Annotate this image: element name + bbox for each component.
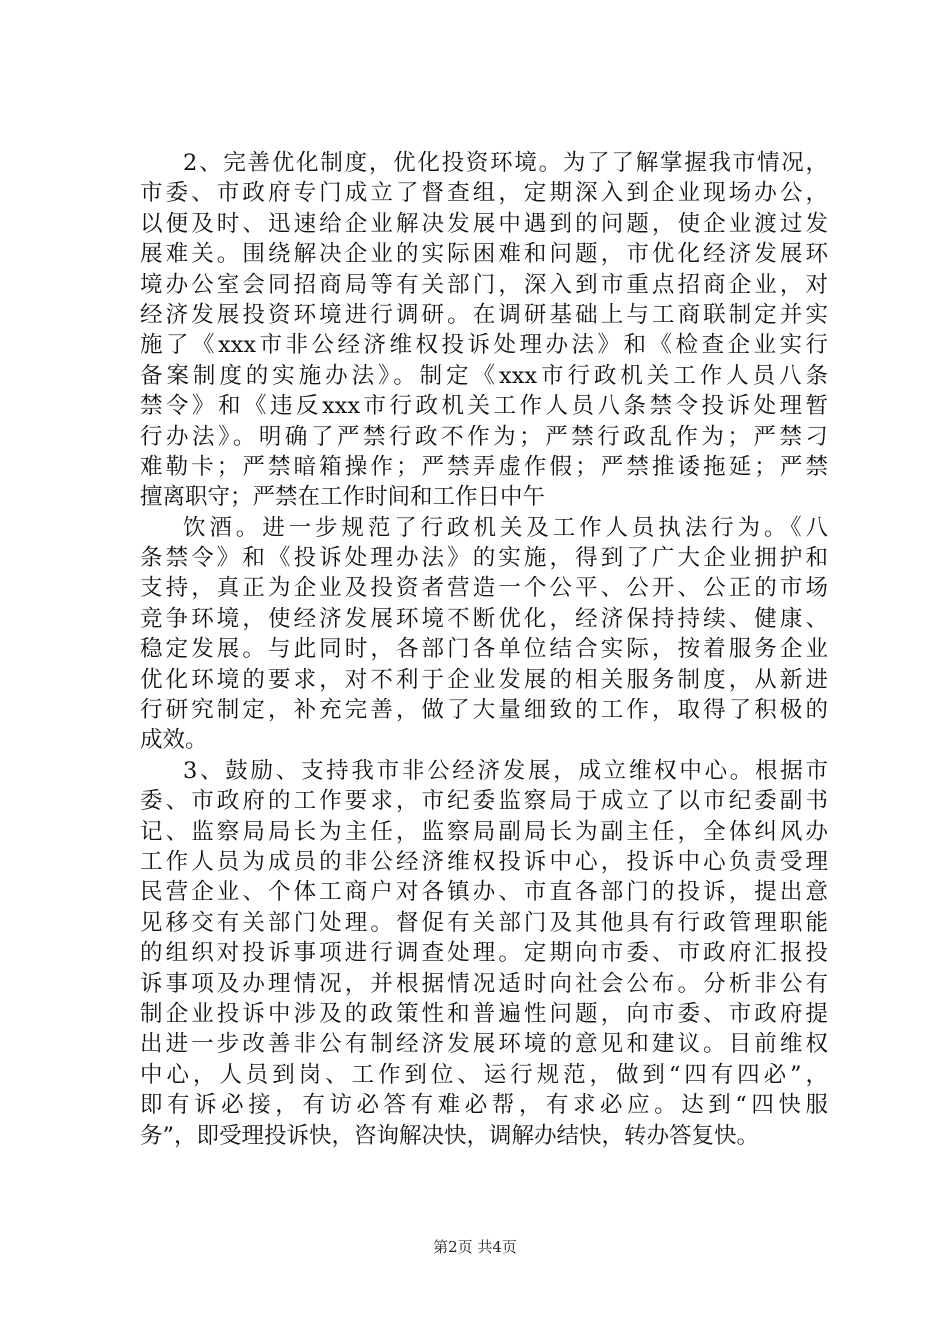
text-line: 民营企业、个体工商户对各镇办、市直各部门的投诉，提出意 xyxy=(140,879,828,906)
text-line: 诉事项及办理情况，并根据情况适时向社会公布。分析非公有 xyxy=(140,970,828,997)
text-line: 优化环境的要求，对不利于企业发展的相关服务制度，从新进 xyxy=(140,666,828,693)
text-line: 委、市政府的工作要求，市纪委监察局于成立了以市纪委副书 xyxy=(140,788,828,815)
text-line: 饮酒。进一步规范了行政机关及工作人员执法行为。《八 xyxy=(183,514,828,541)
text-line: 市委、市政府专门成立了督查组，定期深入到企业现场办公， xyxy=(140,180,828,207)
text-line: 中心，人员到岗、工作到位、运行规范，做到“四有四必”， xyxy=(140,1061,828,1088)
text-line: 见移交有关部门处理。督促有关部门及其他具有行政管理职能 xyxy=(140,909,828,936)
text-line: 擅离职守；严禁在工作时间和工作日中午 xyxy=(140,484,546,511)
text-line: 务”，即受理投诉快，咨询解决快，调解办结快，转办答复快。 xyxy=(140,1122,760,1149)
text-line: 成效。 xyxy=(140,727,208,754)
text-line: 备案制度的实施办法》。制定《xxx市行政机关工作人员八条 xyxy=(140,362,828,389)
text-line: 行办法》。明确了严禁行政不作为；严禁行政乱作为；严禁刁 xyxy=(140,423,828,450)
text-line: 竞争环境，使经济发展环境不断优化，经济保持持续、健康、 xyxy=(140,605,828,632)
text-line: 工作人员为成员的非公经济维权投诉中心，投诉中心负责受理 xyxy=(140,848,828,875)
text-line: 支持，真正为企业及投资者营造一个公平、公开、公正的市场 xyxy=(140,575,828,602)
text-line: 条禁令》和《投诉处理办法》的实施，得到了广大企业拥护和 xyxy=(140,545,828,572)
text-line: 施了《xxx市非公经济维权投诉处理办法》和《检查企业实行 xyxy=(140,332,828,359)
text-line: 以便及时、迅速给企业解决发展中遇到的问题，使企业渡过发 xyxy=(140,210,828,237)
text-line: 出进一步改善非公有制经济发展环境的意见和建议。目前维权 xyxy=(140,1031,828,1058)
text-line: 3、鼓励、支持我市非公经济发展，成立维权中心。根据市 xyxy=(183,757,828,784)
text-line: 境办公室会同招商局等有关部门，深入到市重点招商企业，对 xyxy=(140,271,828,298)
text-line: 制企业投诉中涉及的政策性和普遍性问题，向市委、市政府提 xyxy=(140,1000,828,1027)
text-line: 2、完善优化制度，优化投资环境。为了了解掌握我市情况， xyxy=(183,150,828,176)
text-line: 行研究制定，补充完善，做了大量细致的工作，取得了积极的 xyxy=(140,697,828,724)
text-line: 经济发展投资环境进行调研。在调研基础上与工商联制定并实 xyxy=(140,301,828,328)
text-line: 即有诉必接，有访必答有难必帮，有求必应。达到“四快服 xyxy=(140,1092,828,1119)
text-line: 稳定发展。与此同时，各部门各单位结合实际，按着服务企业 xyxy=(140,636,828,663)
body-text xyxy=(140,148,828,1151)
text-line: 难勒卡；严禁暗箱操作；严禁弄虚作假；严禁推诿拖延；严禁 xyxy=(140,453,828,480)
text-line: 的组织对投诉事项进行调查处理。定期向市委、市政府汇报投 xyxy=(140,940,828,967)
text-line: 禁令》和《违反xxx市行政机关工作人员八条禁令投诉处理暂 xyxy=(140,393,828,420)
text-line: 展难关。围绕解决企业的实际困难和问题，市优化经济发展环 xyxy=(140,241,828,268)
page-footer: 第2页 共4页 xyxy=(433,1238,517,1256)
text-line: 记、监察局局长为主任，监察局副局长为副主任，全体纠风办 xyxy=(140,818,828,845)
